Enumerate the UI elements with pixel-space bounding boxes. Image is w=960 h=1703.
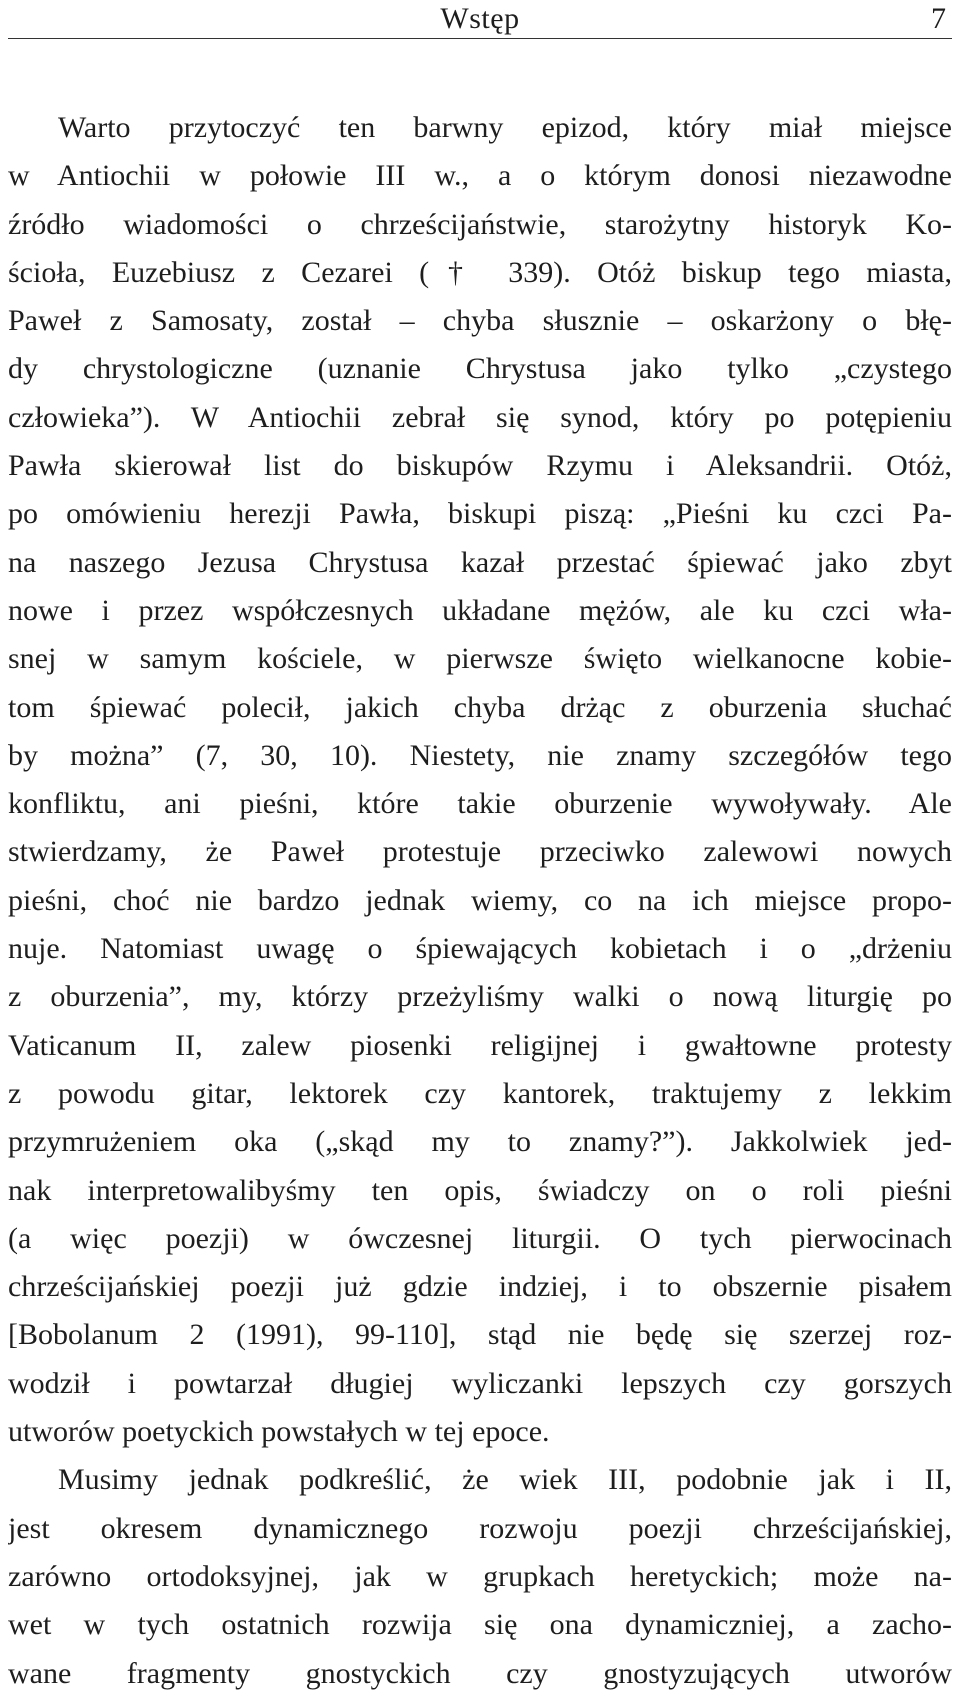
running-head: [8, 0, 952, 39]
text-line: pieśni, choć nie bardzo jednak wiemy, co na ich miejsce propo-: [8, 883, 952, 917]
text-line: konfliktu, ani pieśni, które takie oburzenie wywoływały. Ale: [8, 787, 952, 821]
text-line: w Antiochii w połowie III w., a o którym donosi niezawodne: [8, 159, 952, 193]
text-line: utworów poetyckich powstałych w tej epoce.: [8, 1415, 550, 1449]
text-line: zarówno ortodoksyjnej, jak w grupkach heretyckich; może na-: [8, 1559, 952, 1593]
text-line: jest okresem dynamicznego rozwoju poezji chrześcijańskiej,: [8, 1511, 952, 1545]
text-line: dy chrystologiczne (uznanie Chrystusa jako tylko „czystego: [8, 352, 952, 386]
chapter-title: Wstęp: [440, 2, 520, 35]
text-line: ścioła, Euzebiusz z Cezarei († 339). Otóż biskup tego miasta,: [8, 255, 952, 289]
text-line: wodził i powtarzał długiej wyliczanki lepszych czy gorszych: [8, 1366, 952, 1400]
text-line: nak interpretowalibyśmy ten opis, świadczy on o roli pieśni: [8, 1173, 952, 1207]
text-line: snej w samym kościele, w pierwsze święto wielkanocne kobie-: [8, 642, 952, 676]
text-line: tom śpiewać polecił, jakich chyba drżąc z oburzenia słuchać: [8, 690, 952, 724]
text-line: wane fragmenty gnostyckich czy gnostyzujących utworów: [8, 1656, 952, 1690]
text-line: wet w tych ostatnich rozwija się ona dynamiczniej, a zacho-: [8, 1608, 952, 1642]
text-line: Paweł z Samosaty, został – chyba słusznie – oskarżony o błę-: [8, 304, 952, 338]
text-line: (a więc poezji) w ówczesnej liturgii. O tych pierwocinach: [8, 1221, 952, 1255]
text-line: nuje. Natomiast uwagę o śpiewających kobietach i o „drżeniu: [8, 932, 952, 966]
text-line: nowe i przez współczesnych układane mężów, ale ku czci wła-: [8, 593, 952, 627]
text-line: Pawła skierował list do biskupów Rzymu i Aleksandrii. Otóż,: [8, 449, 952, 483]
text-line: źródło wiadomości o chrześcijaństwie, starożytny historyk Ko-: [8, 207, 952, 241]
text-line: stwierdzamy, że Paweł protestuje przeciwko zalewowi nowych: [8, 835, 952, 869]
text-line: Warto przytoczyć ten barwny epizod, który miał miejsce: [58, 111, 952, 144]
text-line: chrześcijańskiej poezji już gdzie indziej, i to obszernie pisałem: [8, 1270, 952, 1304]
text-line: człowieka”). W Antiochii zebrał się synod, który po potępieniu: [8, 400, 952, 434]
text-line: na naszego Jezusa Chrystusa kazał przestać śpiewać jako zbyt: [8, 545, 952, 579]
text-line: [Bobolanum 2 (1991), 99-110], stąd nie będę się szerzej roz-: [8, 1318, 952, 1352]
body-text: [8, 104, 952, 1698]
text-line: Musimy jednak podkreślić, że wiek III, podobnie jak i II,: [58, 1463, 952, 1497]
text-line: po omówieniu herezji Pawła, biskupi piszą: „Pieśni ku czci Pa-: [8, 497, 952, 531]
text-line: z powodu gitar, lektorek czy kantorek, traktujemy z lekkim: [8, 1076, 952, 1110]
text-line: Vaticanum II, zalew piosenki religijnej i gwałtowne protesty: [8, 1028, 952, 1062]
text-line: przymrużeniem oka („skąd my to znamy?”). Jakkolwiek jed-: [8, 1125, 952, 1159]
text-line: z oburzenia”, my, którzy przeżyliśmy walki o nową liturgię po: [8, 980, 952, 1014]
text-line: by można” (7, 30, 10). Niestety, nie znamy szczegółów tego: [8, 738, 952, 772]
page-number: 7: [931, 2, 946, 35]
